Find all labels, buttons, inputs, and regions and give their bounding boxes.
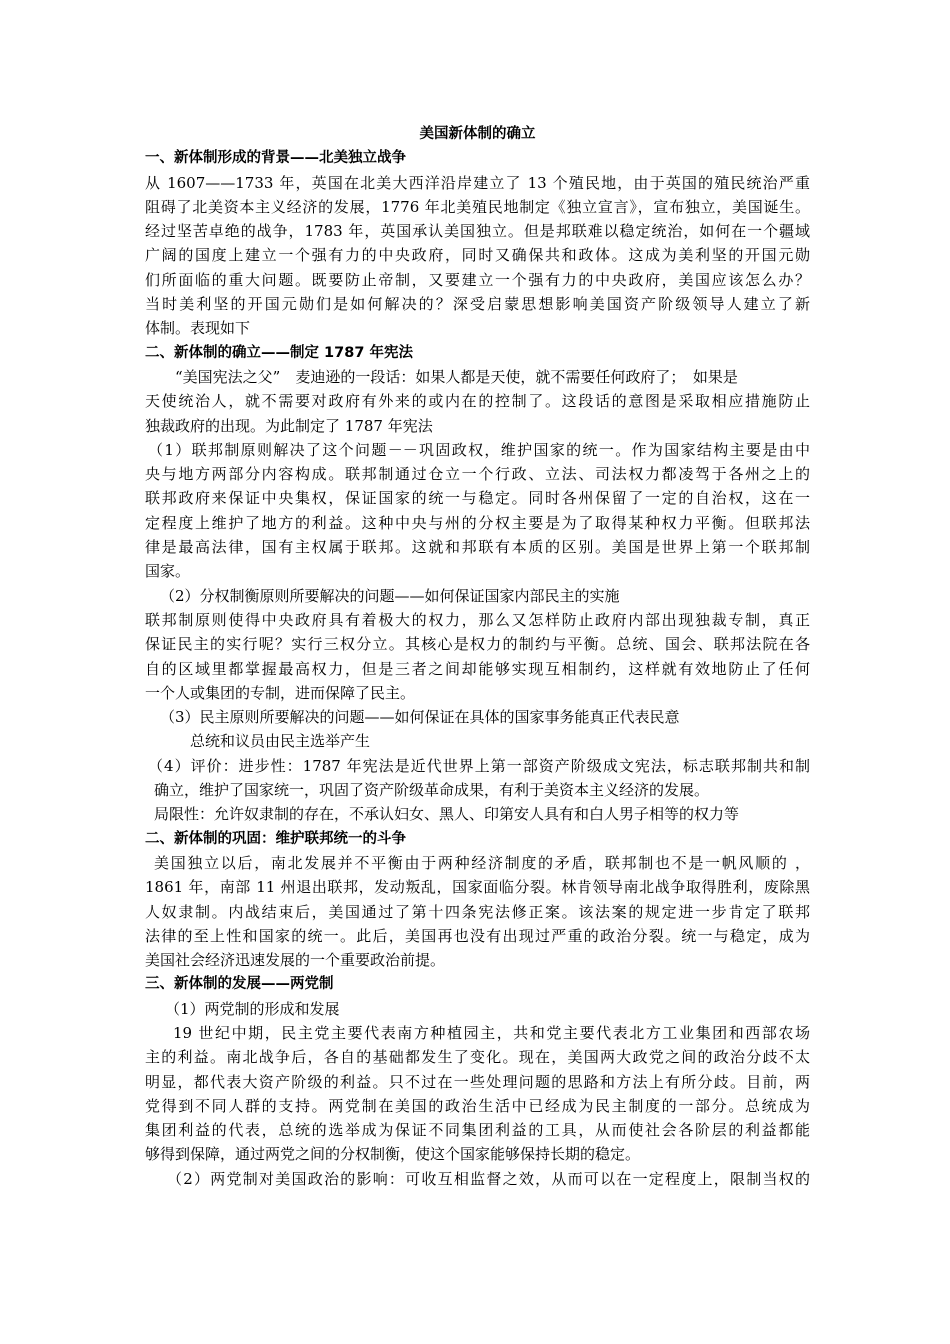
document-title: 美国新体制的确立: [419, 126, 536, 142]
paragraph-line: 局限性：允许奴隶制的存在，不承认妇女、黑人、印第安人具有和白人男子相等的权力等: [154, 805, 740, 824]
paragraph-line: 广阔的国度上建立一个强有力的中央政府，同时又确保共和政体。这成为美利坚的开国元勋: [145, 246, 810, 265]
paragraph-line: 明显，都代表大资产阶级的利益。只不过在一些处理问题的思路和方法上有所分歧。目前，两: [145, 1072, 810, 1091]
paragraph-line: 定程度上维护了地方的利益。这种中央与州的分权主要是为了取得某种权力平衡。但联邦法: [145, 513, 810, 532]
paragraph-line: 主的利益。南北战争后，各自的基础都发生了变化。现在，美国两大政党之间的政治分歧不太: [145, 1048, 810, 1067]
document-body: [145, 146, 810, 1191]
paragraph-line: 阻碍了北美资本主义经济的发展，1776 年北美殖民地制定《独立宣言》，宣布独立，美国诞生。: [145, 197, 810, 216]
paragraph-line: 党得到不同人群的支持。两党制在美国的政治生活中已经成为民主制度的一部分。总统成为: [145, 1096, 810, 1115]
paragraph-line: 一个人或集团的专制，进而保障了民主。: [145, 683, 416, 702]
document-page: [145, 122, 810, 1191]
paragraph-line: 独裁政府的出现。为此制定了 1787 年宪法: [145, 416, 433, 435]
paragraph-line: 律是最高法律，国有主权属于联邦。这就和邦联有本质的区别。美国是世界上第一个联邦制: [145, 538, 810, 557]
paragraph-line: 美国独立以后，南北发展并不平衡由于两种经济制度的矛盾，联邦制也不是一帆风顺的 ，: [154, 853, 810, 872]
paragraph-line: （1）联邦制原则解决了这个问题－－巩固政权，维护国家的统一。作为国家结构主要是由中: [148, 440, 810, 459]
paragraph-line: 美国社会经济迅速发展的一个重要政治前提。: [145, 951, 446, 970]
paragraph-line: （2）两党制对美国政治的影响：可收互相监督之效，从而可以在一定程度上，限制当权的: [167, 1169, 810, 1188]
section-heading: 一、新体制形成的背景——北美独立战争: [145, 150, 406, 167]
paragraph-line: （2）分权制衡原则所要解决的问题——如何保证国家内部民主的实施: [160, 586, 620, 605]
paragraph-line: 联邦政府来保证中央集权，保证国家的统一与稳定。同时各州保留了一定的自治权，这在一: [145, 489, 810, 508]
paragraph-line: 1861 年，南部 11 州退出联邦，发动叛乱，国家面临分裂。林肯领导南北战争取得胜利，废除黑: [145, 878, 810, 897]
paragraph-line: 国家。: [145, 562, 191, 581]
paragraph-line: 自的区域里都掌握最高权力，但是三者之间却能够实现互相制约，这样就有效地防止了任何: [145, 659, 810, 678]
paragraph-line: 天使统治人，就不需要对政府有外来的或内在的控制了。这段话的意图是采取相应措施防止: [145, 392, 810, 411]
section-heading: 二、新体制的巩固：维护联邦统一的斗争: [145, 830, 406, 847]
paragraph-line: 们所面临的重大问题。既要防止帝制，又要建立一个强有力的中央政府，美国应该怎么办？: [145, 270, 810, 289]
paragraph-line: （3）民主原则所要解决的问题——如何保证在具体的国家事务能真正代表民意: [160, 708, 680, 727]
paragraph-line: （4）评价：进步性：1787 年宪法是近代世界上第一部资产阶级成文宪法，标志联邦制共和制: [148, 756, 810, 775]
paragraph-line: “美国宪法之父” 麦迪逊的一段话：如果人都是天使，就不需要任何政府了； 如果是: [175, 367, 738, 386]
paragraph-line: 人奴隶制。内战结束后，美国通过了第十四条宪法修正案。该法案的规定进一步肯定了联邦: [145, 902, 810, 921]
section-heading: 二、新体制的确立——制定 1787 年宪法: [145, 344, 413, 361]
paragraph-line: 法律的至上性和国家的统一。此后，美国再也没有出现过严重的政治分裂。统一与稳定，成为: [145, 926, 810, 945]
paragraph-line: 经过坚苦卓绝的战争，1783 年，英国承认美国独立。但是邦联难以稳定统治，如何在一个疆域: [145, 222, 810, 241]
paragraph-line: 够得到保障，通过两党之间的分权制衡，使这个国家能够保持长期的稳定。: [145, 1145, 641, 1164]
paragraph-line: 19 世纪中期，民主党主要代表南方种植园主，共和党主要代表北方工业集团和西部农场: [173, 1023, 810, 1042]
paragraph-line: （1）两党制的形成和发展: [165, 999, 340, 1018]
paragraph-line: 联邦制原则使得中央政府具有着极大的权力，那么又怎样防止政府内部出现独裁专制，真正: [145, 610, 810, 629]
paragraph-line: 央与地方两部分内容构成。联邦制通过仓立一个行政、立法、司法权力都凌驾于各州之上的: [145, 465, 810, 484]
paragraph-line: 从 1607——1733 年，英国在北美大西洋沿岸建立了 13 个殖民地，由于英国的殖民统治严重: [145, 173, 810, 192]
paragraph-line: 体制。表现如下: [145, 319, 251, 338]
paragraph-line: 保证民主的实行呢？实行三权分立。其核心是权力的制约与平衡。总统、国会、联邦法院在各: [145, 635, 810, 654]
section-heading: 三、新体制的发展——两党制: [145, 976, 334, 993]
paragraph-line: 当时美利坚的开国元勋们是如何解决的？深受启蒙思想影响美国资产阶级领导人建立了新: [145, 295, 810, 314]
paragraph-line: 总统和议员由民主选举产生: [190, 732, 371, 751]
paragraph-line: 集团利益的代表，总统的选举成为保证不同集团利益的工具，从而使社会各阶层的利益都能: [145, 1121, 810, 1140]
paragraph-line: 确立，维护了国家统一，巩固了资产阶级革命成果，有利于美资本主义经济的发展。: [154, 781, 710, 800]
